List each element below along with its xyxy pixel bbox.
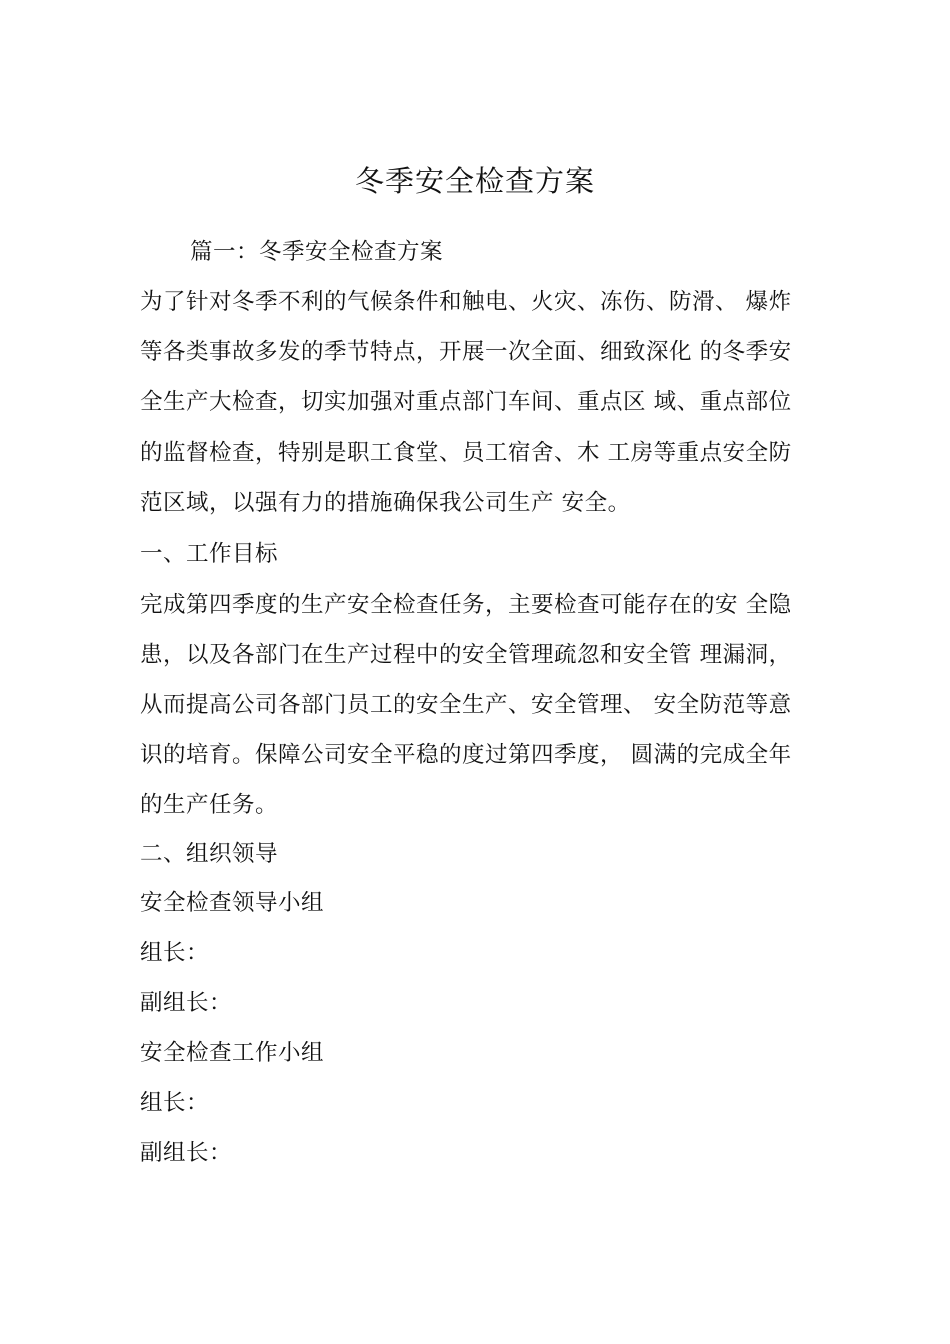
paragraph-line: 从而提高公司各部门员工的安全生产、安全管理、 安全防范等意	[140, 692, 792, 718]
section-heading: 一、工作目标	[140, 541, 279, 567]
role-label: 组长：	[140, 940, 210, 966]
paragraph-line: 为了针对冬季不利的气候条件和触电、火灾、冻伤、防滑、 爆炸	[140, 289, 792, 315]
document-title: 冬季安全检查方案	[354, 164, 595, 198]
section-heading: 篇一：冬季安全检查方案	[190, 239, 444, 265]
role-label: 组长：	[140, 1090, 210, 1116]
paragraph-line: 完成第四季度的生产安全检查任务，主要检查可能存在的安 全隐	[140, 592, 792, 618]
role-label: 副组长：	[140, 1140, 233, 1166]
paragraph-line: 范区域，以强有力的措施确保我公司生产 安全。	[140, 490, 631, 516]
subsection-heading: 安全检查领导小组	[140, 890, 325, 916]
subsection-heading: 安全检查工作小组	[140, 1040, 325, 1066]
paragraph-line: 等各类事故多发的季节特点，开展一次全面、细致深化 的冬季安	[140, 339, 792, 365]
paragraph-line: 的生产任务。	[140, 792, 279, 818]
paragraph-line: 全生产大检查，切实加强对重点部门车间、重点区 域、重点部位	[140, 389, 792, 415]
section-heading: 二、组织领导	[140, 841, 279, 867]
paragraph-line: 识的培育。保障公司安全平稳的度过第四季度， 圆满的完成全年	[140, 742, 792, 768]
paragraph-line: 患，以及各部门在生产过程中的安全管理疏忽和安全管 理漏洞，	[140, 642, 792, 668]
paragraph-line: 的监督检查，特别是职工食堂、员工宿舍、木 工房等重点安全防	[140, 440, 792, 466]
role-label: 副组长：	[140, 990, 233, 1016]
